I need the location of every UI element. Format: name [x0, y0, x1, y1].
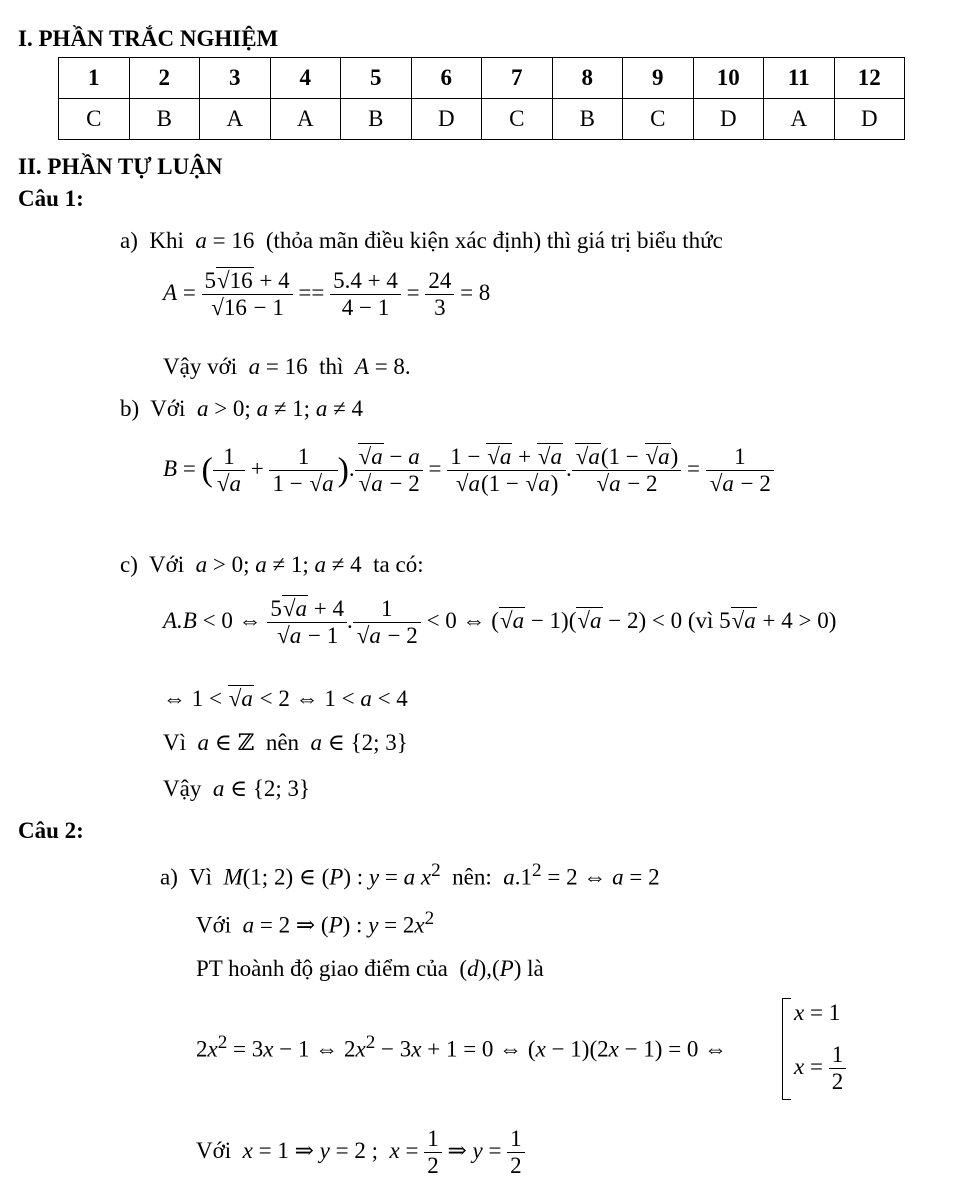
table-cell: 6	[411, 58, 482, 99]
section-2-title: II. PHẦN TỰ LUẬN	[18, 154, 223, 179]
table-cell: 8	[552, 58, 623, 99]
question-2-title: Câu 2:	[18, 818, 84, 843]
q2a-text: PT hoành độ giao điểm của	[196, 956, 448, 981]
table-cell: 3	[200, 58, 271, 99]
q2a-line-2: Với a = 2 ⇒ (P) : $y = 2x^2$	[196, 908, 435, 938]
q1c-formula-4: Vậy a ∈ {2; 3}	[163, 776, 311, 801]
section-1-title: I. PHẦN TRẮC NGHIỆM	[18, 26, 279, 51]
table-cell: B	[129, 99, 200, 140]
answer-table	[58, 57, 905, 140]
table-cell: 12	[834, 58, 905, 99]
table-cell: B	[552, 99, 623, 140]
q1c-text: ta có:	[373, 552, 424, 577]
table-cell: 7	[482, 58, 553, 99]
q2a-line: a) Vì M(1; 2) ∈ (P) : y = a $x^2$ nên: $a.1^2 = 2$ ⇔ a = 2	[160, 860, 660, 890]
solution-1: x = 1	[794, 1000, 841, 1025]
q2a-text: Với	[196, 912, 232, 938]
q1c-text: Với	[148, 552, 185, 577]
q1a-text: Vậy với	[163, 354, 238, 379]
q1c-text: (vì	[687, 607, 714, 633]
table-cell: 11	[764, 58, 835, 99]
table-cell: 4	[270, 58, 341, 99]
q1a-text: (thỏa mãn điều kiện xác định) thì giá trị biểu thức	[265, 228, 723, 253]
question-1-title: Câu 1:	[18, 186, 84, 211]
table-cell: A	[200, 99, 271, 140]
q1c-formula-1: A.B < 0 ⇔ $\frac{5√a + 4}{√a - 1}$ . $\frac{1}{√a - 2}$ < 0 ⇔ (√a − 1)(√a − 2) < 0 (vì 5√a + 4 > 0)	[163, 596, 837, 648]
table-cell: B	[341, 99, 412, 140]
q1c-text: Vậy	[163, 776, 202, 801]
q1c-formula-3: Vì a ∈ ℤ nên a ∈ {2; 3}	[163, 730, 408, 755]
table-cell: D	[693, 99, 764, 140]
q1b-label: b)	[120, 396, 140, 421]
q1c-label: c)	[120, 552, 138, 577]
q1a-conclusion: Vậy với a = 16 thì A = 8.	[163, 354, 411, 379]
table-cell: C	[623, 99, 694, 140]
q2a-text: Vì	[188, 864, 212, 890]
q2a-line-4: Với x = 1 ⇒ y = 2 ; x = $\frac{1}{2}$ ⇒ y = $\frac{1}{2}$	[196, 1126, 525, 1179]
table-cell: A	[270, 99, 341, 140]
q1b-formula: B = ( $\frac{1}{√a}$ + $\frac{1}{1 - √a}$ ). $\frac{√a - a}{√a - 2}$ = $\frac{1 - √a + √a}{√a(1 - √a)}$ . $\frac{√a(1 - √a)}{√a - 2}$ = $\frac{1}{√a - 2}$	[163, 444, 774, 497]
q1b-line: b) Với a > 0; a ≠ 1; a ≠ 4	[120, 396, 363, 421]
math: a	[195, 228, 207, 253]
table-cell: C	[482, 99, 553, 140]
q1a-label: a)	[120, 228, 138, 253]
table-cell: 9	[623, 58, 694, 99]
answer-table-header-row	[59, 58, 905, 99]
table-cell: 5	[341, 58, 412, 99]
q1a-formula: A = $\frac{5√16 + 4}{√16 - 1}$ == $\frac{5.4 + 4}{4 - 1}$ = $\frac{24}{3}$ = 8	[163, 268, 491, 320]
q2a-equation: $2x^2 = 3x - 1$ ⇔ $2x^2 - 3x + 1 = 0$ ⇔ (x − 1)(2x − 1) = 0 ⇔	[196, 1032, 728, 1062]
q2a-text: là	[527, 956, 544, 981]
answer-table-answer-row	[59, 99, 905, 140]
q1c-line: c) Với a > 0; a ≠ 1; a ≠ 4 ta có:	[120, 552, 424, 577]
q2a-label: a)	[160, 864, 178, 890]
table-cell: 2	[129, 58, 200, 99]
table-cell: A	[764, 99, 835, 140]
q2a-text: Với	[196, 1137, 232, 1163]
q2a-line-3: PT hoành độ giao điểm của (d),(P) là	[196, 956, 544, 981]
table-cell: C	[59, 99, 130, 140]
q1b-text: Với	[150, 396, 186, 421]
q1c-text: Vì	[163, 730, 186, 755]
q1a-text: Khi	[149, 228, 184, 253]
table-cell: D	[411, 99, 482, 140]
q2a-text: nên:	[452, 864, 492, 890]
q1c-formula-2: ⇔ 1 < √a < 2 ⇔ 1 < a < 4	[163, 686, 408, 711]
solution-bracket	[782, 998, 791, 1100]
q1c-text: nên	[265, 730, 300, 755]
q1a-line: a) Khi a = 16 (thỏa mãn điều kiện xác định) thì giá trị biểu thức	[120, 228, 723, 253]
table-cell: 10	[693, 58, 764, 99]
solution-2: x = $\frac{1}{2}$	[794, 1042, 846, 1095]
q1a-text: thì	[319, 354, 344, 379]
table-cell: 1	[59, 58, 130, 99]
table-cell: D	[834, 99, 905, 140]
